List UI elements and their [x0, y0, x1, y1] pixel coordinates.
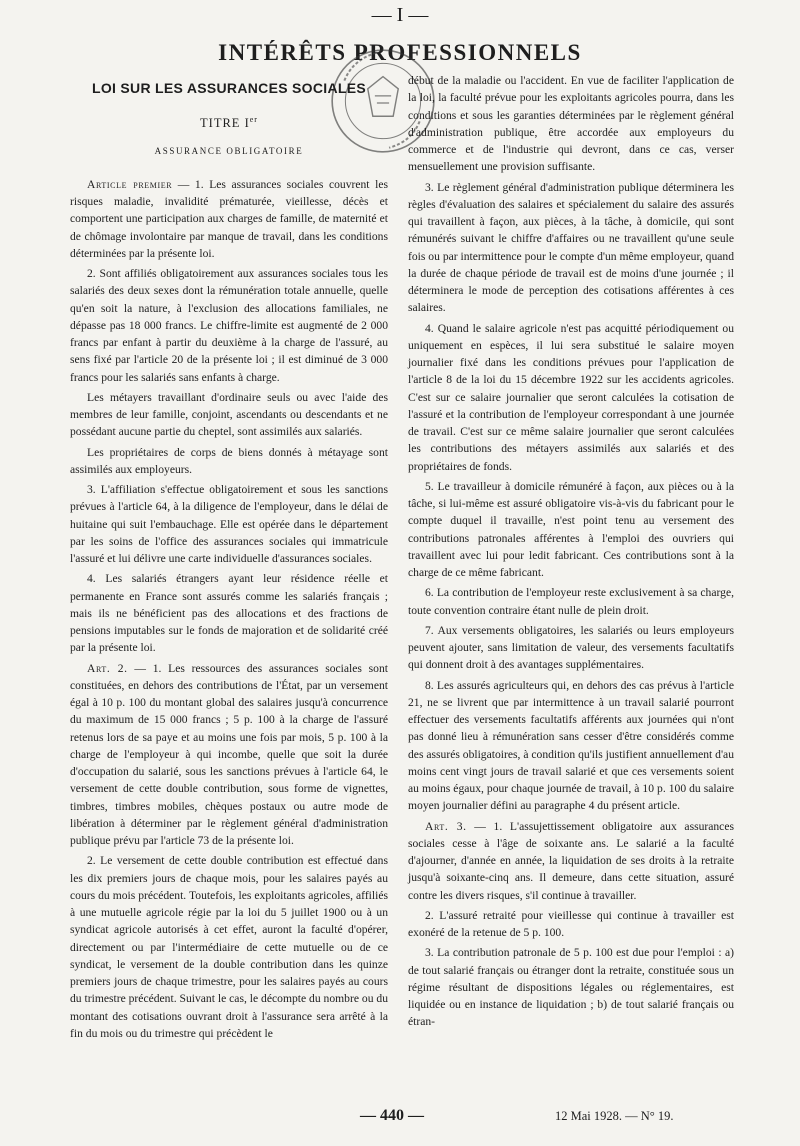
paragraph: début de la maladie ou l'accident. En vue de faciliter l'application de la loi, la faculté prévue pour les exploitants agricoles pourra, dans les conditions et sous les garanties déterminées par le règlement général d'administration publique, être accordée aux employeurs du commerce et de l'industrie qui devront, dans ce cas, verser mensuellement une provision suffisante.	[408, 74, 734, 174]
issue-date: 12 Mai 1928. — N° 19.	[555, 1109, 674, 1123]
paragraph-text: — 1. L'assujettissement obligatoire aux assurances sociales cesse à l'âge de soixante ans. Le salarié a la faculté d'ajourner, d'année en année, la liquidation de ses droits à la retraite jusqu'à soixante-cinq ans. Il demeure, dans cette situation, assuré contre les divers risques, s'il continue à travailler.	[408, 819, 734, 902]
paragraph: 4. Les salariés étrangers ayant leur résidence réelle et permanente en France sont assurés comme les salariés français ; mais ils ne bénéficient pas des allocations et des fractions de pensions imputables sur le fonds de majoration et de solidarité créé par la présente loi.	[70, 572, 388, 655]
article-label: Article premier	[87, 177, 173, 191]
paragraph-text: — 1. Les assurances sociales couvrent les risques maladie, invalidité prématurée, vieillesse, décès et comportent une participation aux charges de famille, de maternité et de chômage involontaire par manque de travail, dans les conditions déterminées par la présente loi.	[70, 177, 388, 260]
paragraph: Les propriétaires de corps de biens donnés à métayage sont assimilés aux employeurs.	[70, 445, 388, 476]
paragraph: 5. Le travailleur à domicile rémunéré à façon, aux pièces ou à la tâche, si lui-même est assuré obligatoire vis-à-vis du fabricant pour le compte duquel il travaille, n'est point tenu au versement des contributions patronales afférentes à l'emploi des ouvriers qui travaillent avec lui pour ledit fabricant. Ces contributions sont à la charge de ce même fabricant.	[408, 479, 734, 579]
page-number: — 440 —	[360, 1107, 424, 1124]
paragraph	[70, 176, 388, 262]
section-number: — I —	[371, 4, 429, 26]
paragraph: 6. La contribution de l'employeur reste exclusivement à sa charge, toute convention contraire étant nulle de plein droit.	[408, 586, 734, 617]
paragraph: 7. Aux versements obligatoires, les salariés ou leurs employeurs peuvent ajouter, sans limitation de valeur, des versements facultatifs qui donnent droit à des avantages supplémentaires.	[408, 623, 734, 672]
article-label: Art. 2.	[87, 661, 128, 675]
law-title: LOI SUR LES ASSURANCES SOCIALES	[91, 80, 367, 96]
titre-label: TITRE I	[200, 116, 250, 131]
paragraph-text: — 1. Les ressources des assurances sociales sont constituées, en dehors des contributions de l'État, par un versement égal à 10 p. 100 du montant global des salaires jusqu'à concurrence du maximum de 15 000 francs ; 5 p. 100 à la charge de l'assuré retenus lors de sa paye et au moins une fois par mois, 5 p. 100 à la charge de l'employeur à qui incombe, quelle que soit la durée d'occupation du salarié, sous les sanctions prévues à l'article 64, le versement de cette double contribution, sous forme de vignettes, timbres, timbres mobiles, chèques postaux ou autre mode de libération à déterminer par le règlement général d'administration publique prévu par l'article 73 de la présente loi.	[70, 661, 388, 848]
paragraph: 3. L'affiliation s'effectue obligatoirement et sous les sanctions prévues à l'article 64, à la diligence de l'employeur, dans le délai de huitaine qui suit l'embauchage. Elle est opérée dans le département par les soins de l'office des assurances sociales qui immatricule l'assuré et lui délivre une carte individuelle d'assurances sociales.	[70, 483, 388, 566]
paragraph: 2. Sont affiliés obligatoirement aux assurances sociales tous les salariés des deux sexes dont la rémunération totale annuelle, quelle qu'en soit la nature, à l'exclusion des allocations familiales, ne dépasse pas 18 000 francs. Le chiffre-limite est augmenté de 2 000 francs par enfant à partir du deuxième à la charge de l'assuré, au sens fixé par l'article 20 de la présente loi ; il est diminué de 3 000 francs pour les salariés sans enfants à charge.	[70, 267, 388, 384]
paragraph: 4. Quand le salaire agricole n'est pas acquitté périodiquement ou uniquement en espèces, il lui sera substitué le salaire moyen journalier fixé dans les conditions prévues pour l'application de l'article 8 de la loi du 15 décembre 1922 sur les accidents agricoles. C'est sur ce salaire journalier que seront calculées la cotisation de l'assuré et la contribution de l'employeur correspondant à une journée de travail. C'est sur ce même salaire journalier que seront calculées les contributions des métayers assimilés aux salariés et des propriétaires de fonds.	[408, 321, 734, 473]
paragraph: 3. Le règlement général d'administration publique déterminera les règles d'évaluation des salaires et spécialement du salaire des assurés qui travaillent à façon, aux pièces, à la tâche, à domicile, qui sont rémunérés suivant le chiffre d'affaires ou ne travaillent qu'une seule fois ou par intermittence pour le compte d'un même employeur, quand la durée de chaque période de travail est de moins d'une journée ; il déterminera le mode de perception des cotisations afférentes à ces salaires.	[408, 180, 734, 315]
paragraph	[408, 818, 734, 904]
titre-subtitle: ASSURANCE OBLIGATOIRE	[154, 145, 304, 156]
titre-superscript: er	[249, 115, 258, 125]
article-label: Art. 3.	[425, 819, 467, 833]
left-column	[70, 72, 388, 1045]
paragraph: 8. Les assurés agriculteurs qui, en dehors des cas prévus à l'article 21, ne se livrent que par intermittence à un travail salarié pourront effectuer des versements facultatifs afférents aux journées qui n'ont pas donné lieu à rémunération sans cesser d'être considérés comme des assurés obligatoires, à condition qu'ils justifient annuellement d'au moins cent vingt jours de travail salarié et que ces versements soient au moins égaux, pour chaque journée de travail, à 10 p. 100 du salaire moyen journalier défini au paragraphe 4 du présent article.	[408, 678, 734, 813]
paragraph: 2. Le versement de cette double contribution est effectué dans les dix premiers jours de chaque mois, pour les salaires payés au cours du mois précédent. Toutefois, les exploitants agricoles, affiliés à une mutuelle agricole régie par la loi du 5 juillet 1900 ou à un syndicat agricole autorisés à cet effet, auront la faculté d'opérer, directement ou par l'intermédiaire de cette mutuelle ou de ce syndicat, le versement de la double contribution dans les quinze premiers jours de chaque trimestre, pour les salaires payés au cours du trimestre précédent. Suivant le cas, le décompte du nombre ou du montant des cotisations ouvrant droit à l'assurance sera arrêté à la fin du mois ou du trimestre qui précèdent le	[70, 854, 388, 1040]
paragraph: 2. L'assuré retraité pour vieillesse qui continue à travailler est exonéré de la retenue de 5 p. 100.	[408, 908, 734, 939]
right-column	[408, 72, 734, 1034]
paragraph	[70, 660, 388, 850]
section-title: INTÉRÊTS PROFESSIONNELS	[218, 40, 582, 65]
page-footer	[0, 1107, 800, 1131]
titre-heading	[70, 111, 388, 132]
paragraph: Les métayers travaillant d'ordinaire seuls ou avec l'aide des membres de leur famille, conjoint, ascendants ou descendants et ne possédant aucune partie du cheptel, sont assimilés aux salariés.	[70, 390, 388, 439]
paragraph: 3. La contribution patronale de 5 p. 100 est due pour l'emploi : a) de tout salarié français ou étranger dont la retraite, constituée sous un régime résultant de dispositions légales ou réglementaires, est liquidée ou en instance de liquidation ; b) de tout salarié français ou étran-	[408, 946, 734, 1029]
